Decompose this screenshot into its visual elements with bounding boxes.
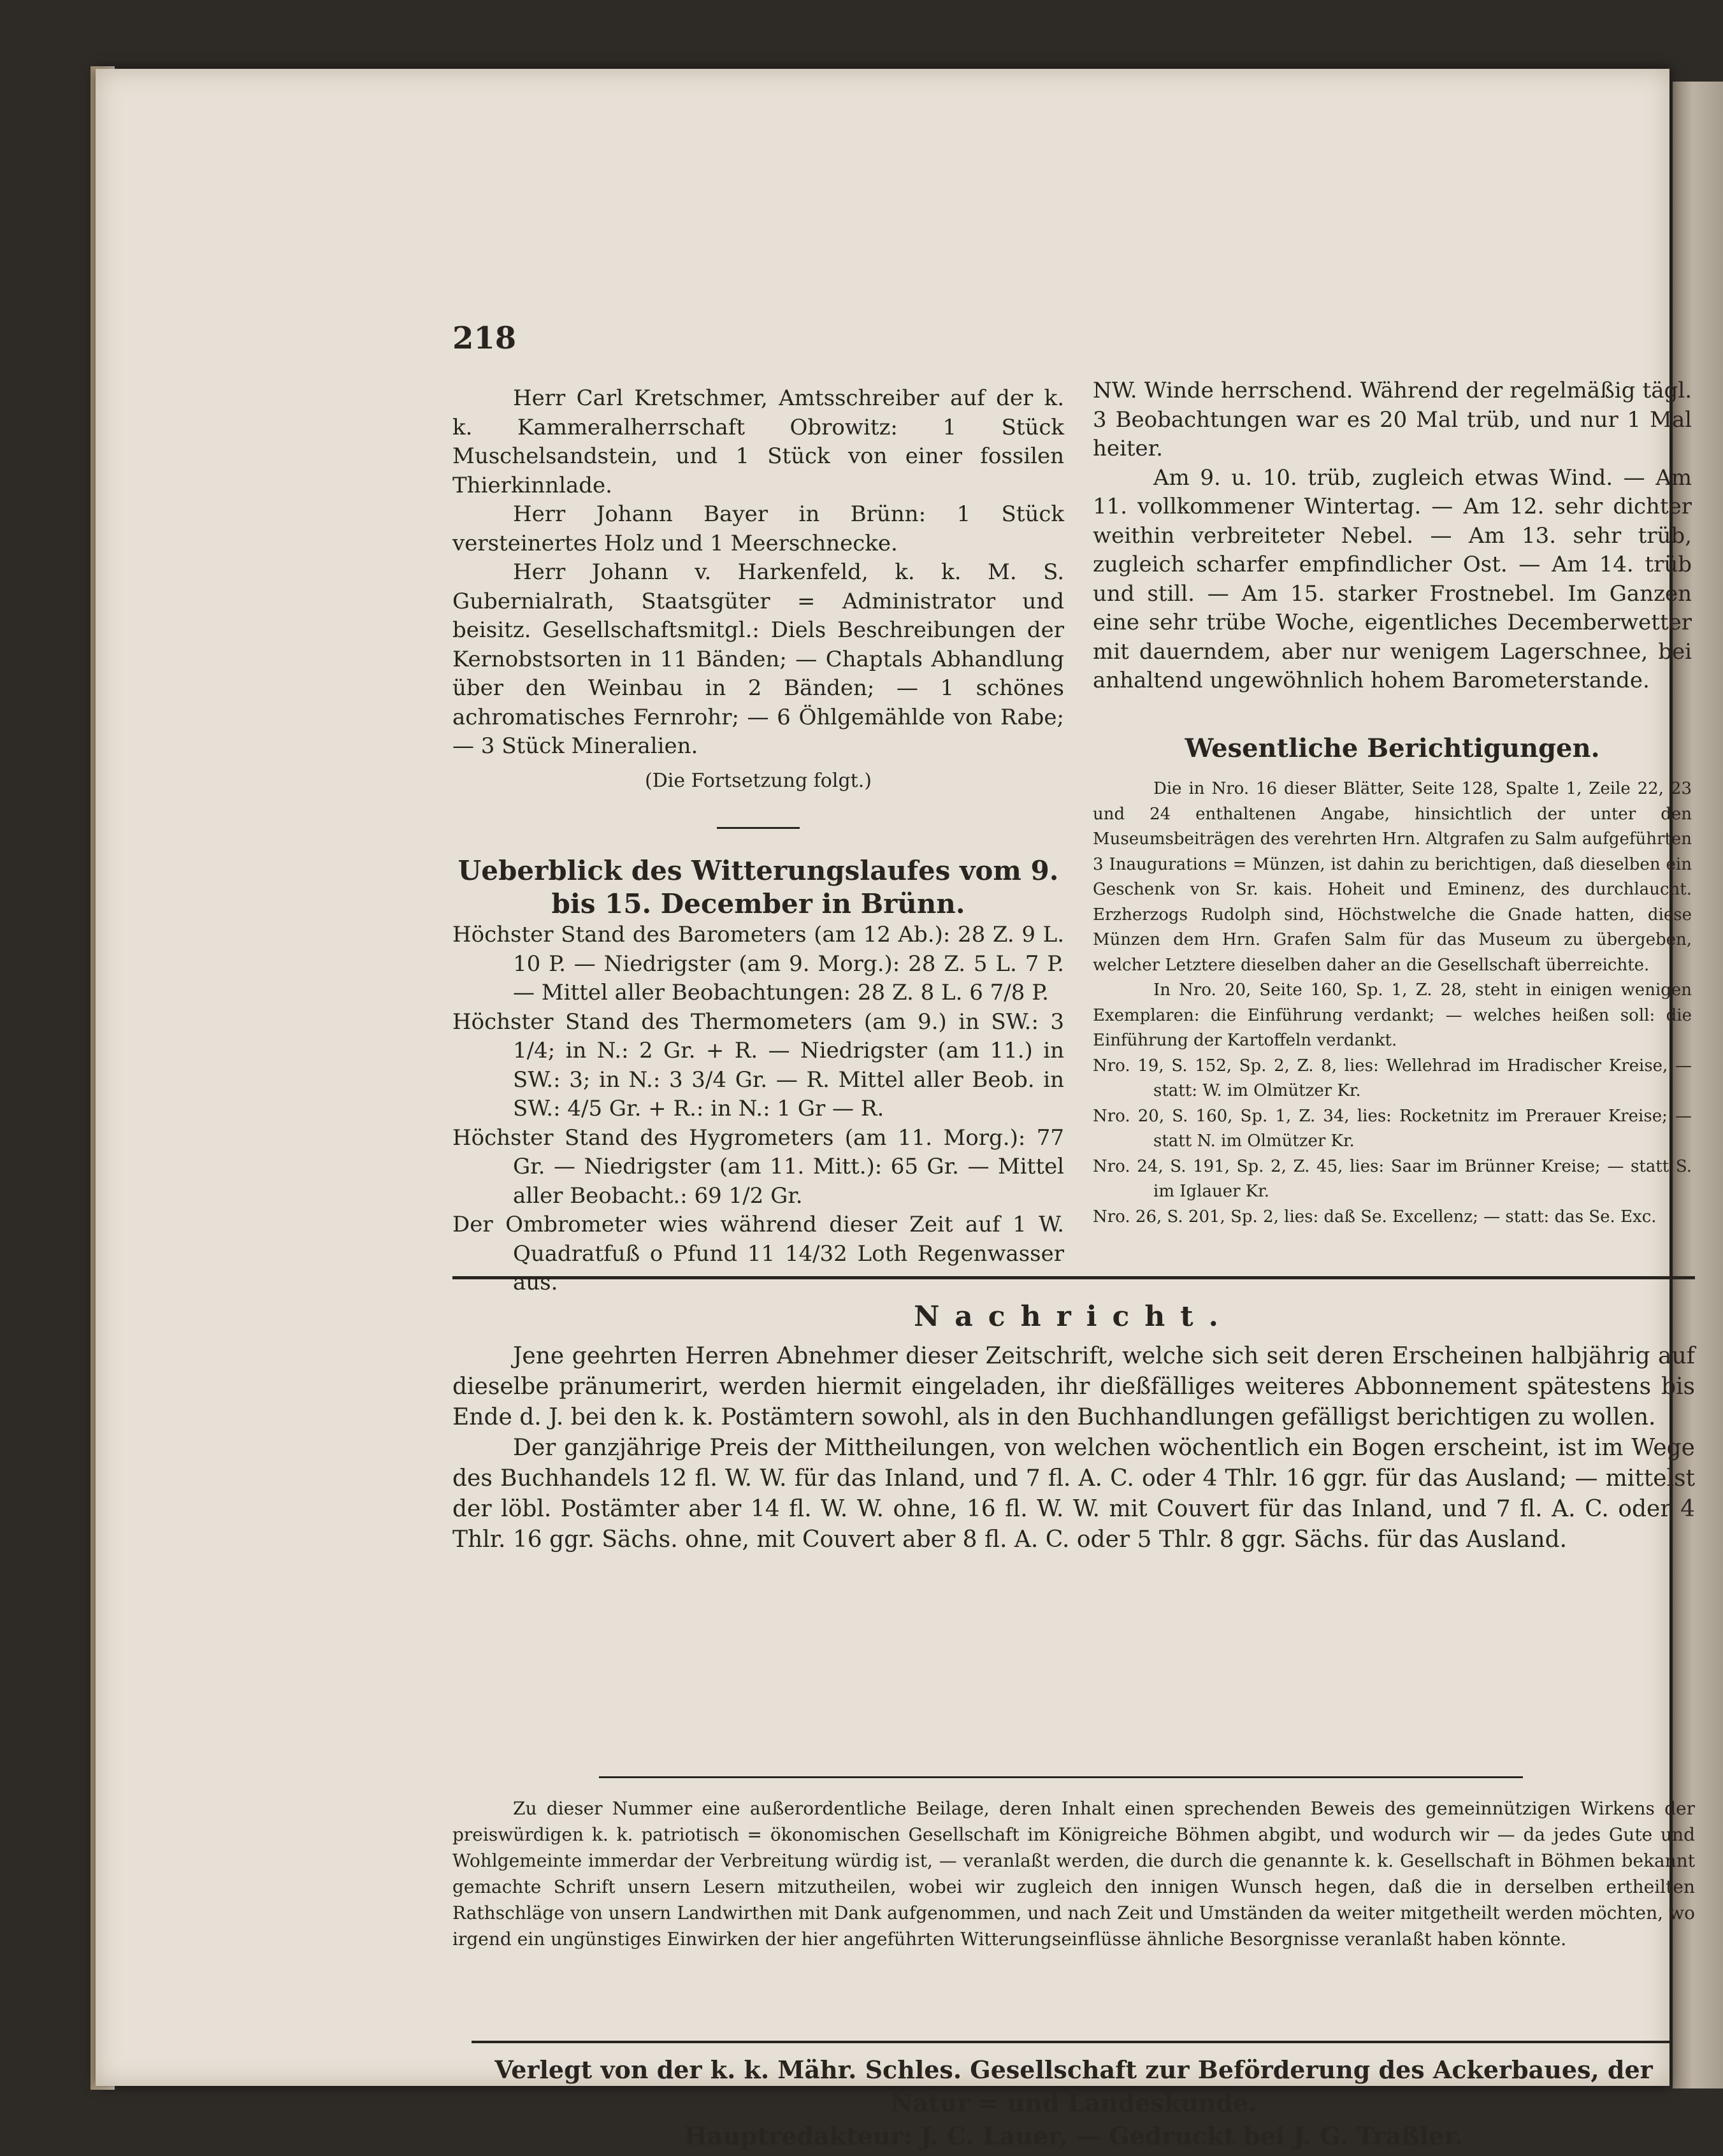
right-column	[1093, 377, 1692, 1230]
correction-entry: Nro. 26, S. 201, Sp. 2, lies: daß Se. Excellenz; — statt: das Se. Exc.	[1093, 1207, 1657, 1226]
corrections-heading: Wesentliche Berichtigungen.	[1185, 733, 1600, 763]
notice-section	[452, 1302, 1695, 1555]
weather-continued: NW. Winde herrschend. Während der regelmäßig tägl. 3 Beobachtungen war es 20 Mal trüb, und nur 1 Mal heiter.	[1093, 378, 1692, 461]
donation-entry: Herr Johann Bayer in Brünn: 1 Stück versteinertes Holz und 1 Meerschnecke.	[452, 501, 1064, 556]
correction-entry: Nro. 24, S. 191, Sp. 2, Z. 45, lies: Saar im Brünner Kreise; — statt S. im Iglauer Kr.	[1093, 1156, 1692, 1201]
weather-daily-summary: Am 9. u. 10. trüb, zugleich etwas Wind. — Am 11. vollkommener Wintertag. — Am 12. sehr dichter weithin verbreiteter Nebel. — Am 13. sehr trüb, zugleich scharfer empfindlicher Ost. — Am 14. trüb und still. — Am 15. starker Frostnebel. Im Ganzen eine sehr trübe Woche, eigentliches Decemberwetter mit dauerndem, aber nur wenigem Lagerschnee, bei anhaltend ungewöhnlich hohem Barometerstande.	[1093, 464, 1692, 693]
thermometer-paragraph: Höchster Stand des Thermometers (am 9.) in SW.: 3 1/4; in N.: 2 Gr. + R. — Niedrigster (am 11.) in SW.: 3; in N.: 3 3/4 Gr. — R. Mittel aller Beob. in SW.: 4/5 Gr. + R.: in N.: 1 Gr — R.	[452, 1009, 1064, 1121]
supplement-note	[452, 1795, 1695, 1952]
left-column	[452, 384, 1064, 1298]
weather-heading: Ueberblick des Witterungslaufes vom 9. bis 15. December in Brünn.	[458, 855, 1059, 919]
section-rule	[472, 2041, 1669, 2043]
supplement-text: Zu dieser Nummer eine außerordentliche Beilage, deren Inhalt einen sprechenden Beweis des gemeinnützigen Wirkens der preiswürdigen k. k. patriotisch = ökonomischen Gesellschaft im Königreiche Böhmen abgibt, und wodurch wir — da jedes Gute und Wohlgemeinte immerdar der Verbreitung würdig ist, — veranlaßt werden, die durch die genannte k. k. Gesellschaft in Böhmen bekannt gemachte Schrift unsern Lesern mitzutheilen, wobei wir zugleich den innigen Wunsch hegen, daß die in derselben ertheilten Rathschläge von unsern Landwirthen mit Dank aufgenommen, und nach Zeit und Umständen da weiter mitgetheilt werden möchten, wo irgend ein ungünstiges Einwirken der hier angeführten Witterungseinflüsse ähnliche Besorgnisse veranlaßt haben könnte.	[452, 1798, 1695, 1950]
barometer-paragraph: Höchster Stand des Barometers (am 12 Ab.): 28 Z. 9 L. 10 P. — Niedrigster (am 9. Morg.): 28 Z. 5 L. 7 P. — Mittel aller Beobachtungen: 28 Z. 8 L. 6 7/8 P.	[452, 922, 1064, 1005]
notice-paragraph: Jene geehrten Herren Abnehmer dieser Zeitschrift, welche sich seit deren Erscheinen halbjährig auf dieselbe pränumerirt, werden hiermit eingeladen, ihr dießfälliges weiteres Abbonnement spätestens bis Ende d. J. bei den k. k. Postämtern sowohl, als in den Buchhandlungen gefälligst berichtigen zu wollen.	[452, 1343, 1695, 1430]
correction-entry: Nro. 20, S. 160, Sp. 1, Z. 34, lies: Rocketnitz im Prerauer Kreise; — statt N. im Olmützer Kr.	[1093, 1106, 1692, 1151]
publisher-line: Verlegt von der k. k. Mähr. Schles. Gesellschaft zur Beförderung des Ackerbaues, der Natur = und Landeskunde.	[494, 2055, 1653, 2117]
donation-entry: Herr Carl Kretschmer, Amtsschreiber auf der k. k. Kammeralherrschaft Obrowitz: 1 Stück Muschelsandstein, und 1 Stück von einer fossilen Thierkinnlade.	[452, 385, 1064, 498]
page-number: 218	[452, 320, 517, 356]
correction-entry: Die in Nro. 16 dieser Blätter, Seite 128, Spalte 1, Zeile 22, 23 und 24 enthaltenen Angabe, hinsichtlich der unter den Museumsbeiträgen des verehrten Hrn. Altgrafen zu Salm aufgeführten 3 Inaugurations = Münzen, ist dahin zu berichtigen, daß dieselben ein Geschenk von Sr. kais. Hoheit und Eminenz, des durchlaucht. Erzherzogs Rudolph sind, Höchstwelche die Gnade hatten, diese Münzen dem Hrn. Grafen Salm für das Museum zu übergeben, welcher Letztere dieselben daher an die Gesellschaft überreichte.	[1093, 779, 1692, 975]
editor-line: Hauptredakteur: J. C. Lauer, — Gedruckt bei J. G. Traßler.	[684, 2122, 1464, 2150]
section-rule	[599, 1776, 1523, 1778]
notice-title: Nachricht.	[914, 1300, 1234, 1333]
page	[96, 69, 1695, 2150]
ombrometer-paragraph: Der Ombrometer wies während dieser Zeit auf 1 W. Quadratfuß o Pfund 11 14/32 Loth Regenwasser aus.	[452, 1212, 1064, 1295]
donation-entry: Herr Johann v. Harkenfeld, k. k. M. S. Gubernialrath, Staatsgüter = Administrator und beisitz. Gesellschaftsmitgl.: Diels Beschreibungen der Kernobstsorten in 11 Bänden; — Chaptals Abhandlung über den Weinbau in 2 Bänden; — 1 schönes achromatisches Fernrohr; — 6 Öhlgemählde von Rabe; — 3 Stück Mineralien.	[452, 559, 1064, 759]
section-divider	[717, 827, 800, 829]
hygrometer-paragraph: Höchster Stand des Hygrometers (am 11. Morg.): 77 Gr. — Niedrigster (am 11. Mitt.): 65 Gr. — Mittel aller Beobacht.: 69 1/2 Gr.	[452, 1125, 1064, 1209]
section-rule	[452, 1276, 1695, 1279]
correction-entry: Nro. 19, S. 152, Sp. 2, Z. 8, lies: Wellehrad im Hradischer Kreise, — statt: W. im Olmützer Kr.	[1093, 1056, 1692, 1100]
correction-entry: In Nro. 20, Seite 160, Sp. 1, Z. 28, steht in einigen wenigen Exemplaren: die Einführung verdankt; — welches heißen soll: die Einführung der Kartoffeln verdankt.	[1093, 981, 1692, 1050]
colophon	[452, 2053, 1695, 2153]
continuation-note: (Die Fortsetzung folgt.)	[645, 769, 872, 792]
notice-paragraph: Der ganzjährige Preis der Mittheilungen, von welchen wöchentlich ein Bogen erscheint, ist im Wege des Buchhandels 12 fl. W. W. für das Inland, und 7 fl. A. C. oder 4 Thlr. 16 ggr. für das Ausland; — mittelst der löbl. Postämter aber 14 fl. W. W. ohne, 16 fl. W. W. mit Couvert für das Inland, und 7 fl. A. C. oder 4 Thlr. 16 ggr. Sächs. ohne, mit Couvert aber 8 fl. A. C. oder 5 Thlr. 8 ggr. Sächs. für das Ausland.	[452, 1435, 1695, 1553]
